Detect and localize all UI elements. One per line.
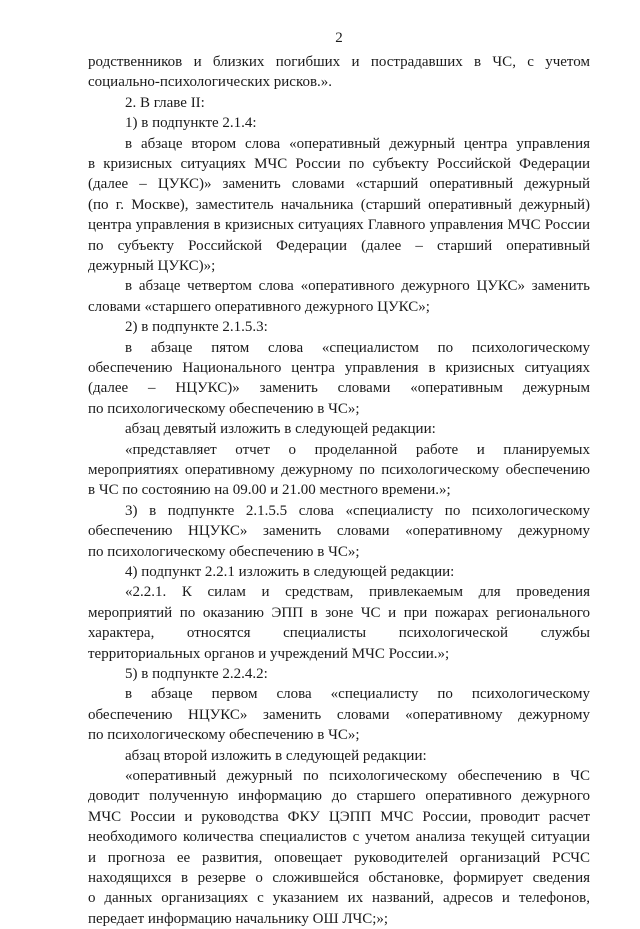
- text-line: родственников и близких погибших и пострадавших в ЧС, с учетом: [88, 54, 590, 70]
- text-line: социально-психологических рисков.».: [88, 74, 333, 91]
- text-line: дежурный ЦУКС)»;: [88, 258, 216, 274]
- text-line: в абзаце втором слова «оперативный дежурный центра управления: [125, 135, 590, 152]
- text-line: доводит полученную информацию до старшего оперативного дежурного: [88, 788, 590, 805]
- text-line: МЧС России и руководства ФКУ ЦЭПП МЧС России, проводит расчет: [88, 808, 590, 825]
- text-line: 2. В главе II:: [125, 94, 205, 111]
- page-number: 2: [335, 30, 343, 46]
- text-line: центра управления в кризисных ситуациях Главного управления МЧС России: [88, 217, 590, 234]
- text-line: обеспечению Национального центра управления в кризисных ситуациях: [88, 360, 590, 376]
- text-line: 3) в подпункте 2.1.5.5 слова «специалисту по психологическому: [125, 502, 590, 519]
- text-line: территориальных органов и учреждений МЧС России.»;: [88, 645, 450, 662]
- text-line: в абзаце четвертом слова «оперативного дежурного ЦУКС» заменить: [125, 278, 590, 295]
- text-line: «представляет отчет о проделанной работе и планируемых: [125, 441, 590, 458]
- text-line: «оперативный дежурный по психологическому обеспечению в ЧС: [125, 768, 590, 784]
- text-line: по субъекту Российской Федерации (далее – старший оперативный: [88, 237, 590, 254]
- text-line: в абзаце пятом слова «специалистом по психологическому: [125, 339, 590, 356]
- text-line: абзац девятый изложить в следующей редакции:: [125, 421, 436, 438]
- text-line: мероприятиях оперативному дежурному по психологическому обеспечению: [88, 462, 590, 478]
- text-line: «2.2.1. К силам и средствам, привлекаемым для проведения: [125, 584, 590, 601]
- text-line: характера, относятся специалисты психологической службы: [88, 625, 590, 642]
- text-line: 5) в подпункте 2.2.4.2:: [125, 666, 268, 682]
- text-line: 2) в подпункте 2.1.5.3:: [125, 319, 268, 336]
- text-line: абзац второй изложить в следующей редакции:: [125, 747, 427, 764]
- text-line: по психологическому обеспечению в ЧС»;: [88, 543, 360, 560]
- text-line: и прогноза ее развития, оповещает руководителей организаций РСЧС: [88, 849, 590, 866]
- text-line: о данных организациях с указанием их названий, адресов и телефонов,: [88, 890, 590, 907]
- text-line: по психологическому обеспечению в ЧС»;: [88, 727, 360, 744]
- text-line: (по г. Москве), заместитель начальника (старший оперативный дежурный): [88, 196, 590, 213]
- text-line: в кризисных ситуациях МЧС России по субъекту Российской Федерации: [88, 156, 590, 172]
- text-line: необходимого количества специалистов с учетом анализа текущей ситуации: [88, 829, 590, 846]
- text-line: мероприятий по оказанию ЭПП в зоне ЧС и при пожарах регионального: [88, 604, 590, 621]
- text-line: передает информацию начальнику ОШ ЛЧС;»;: [88, 910, 389, 927]
- text-line: словами «старшего оперативного дежурного ЦУКС»;: [88, 298, 430, 315]
- text-line: в ЧС по состоянию на 09.00 и 21.00 местного времени.»;: [88, 482, 451, 499]
- text-line: обеспечению НЦУКС» заменить словами «оперативному дежурному: [88, 523, 590, 540]
- text-line: по психологическому обеспечению в ЧС»;: [88, 400, 360, 417]
- text-line: 4) подпункт 2.2.1 изложить в следующей редакции:: [125, 564, 455, 580]
- text-line: 1) в подпункте 2.1.4:: [125, 115, 257, 132]
- text-line: (далее – ЦУКС)» заменить словами «старший оперативный дежурный: [88, 176, 590, 193]
- text-line: находящихся в резерве о сложившейся обстановке, формирует сведения: [88, 870, 590, 886]
- text-line: обеспечению НЦУКС» заменить словами «оперативному дежурному: [88, 706, 590, 723]
- text-line: (далее – НЦУКС)» заменить словами «оперативным дежурным: [88, 380, 590, 397]
- text-line: в абзаце первом слова «специалисту по психологическому: [125, 686, 590, 703]
